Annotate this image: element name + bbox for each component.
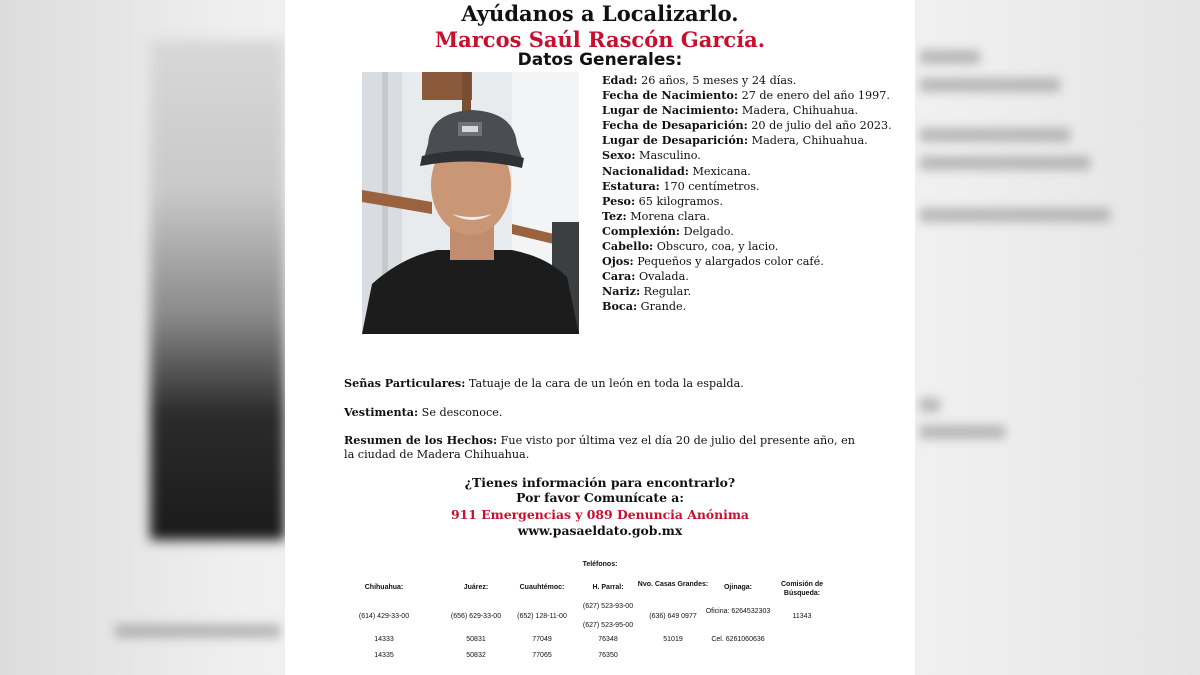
detail-value: 26 años, 5 meses y 24 días. [637, 74, 797, 87]
detail-label: Peso: [602, 193, 636, 208]
phone-number: (652) 128-11-00 [517, 613, 567, 620]
phone-extension: 77049 [532, 636, 552, 643]
detail-label: Fecha de Nacimiento: [602, 88, 739, 103]
phone-number: (656) 629-33-00 [450, 613, 502, 620]
blurred-text [115, 624, 280, 638]
phone-number: (614) 429-33-00 [358, 613, 410, 620]
detail-label: Nacionalidad: [602, 163, 689, 178]
detail-value: Pequeños y alargados color café. [633, 255, 824, 269]
phone-number: (627) 523-93-00 [582, 603, 634, 610]
detail-label: Tez: [602, 208, 627, 223]
detail-row [602, 179, 902, 194]
detail-row [602, 284, 902, 299]
distinctive-marks-value: Tatuaje de la cara de un león en toda la espalda. [465, 377, 744, 390]
detail-value: Masculino. [635, 149, 701, 163]
phone-extension: 51019 [663, 636, 683, 643]
facts-summary [344, 433, 864, 462]
phone-extension: 50832 [466, 652, 486, 659]
detail-row [602, 88, 902, 103]
phones-header: Cuauhtémoc: [519, 584, 565, 591]
detail-value: 27 de enero del año 1997. [738, 89, 890, 103]
detail-row [602, 209, 902, 224]
detail-label: Nariz: [602, 284, 641, 299]
detail-label: Estatura: [602, 178, 660, 193]
detail-value: Madera, Chihuahua. [748, 134, 868, 148]
phone-extension: 77065 [532, 652, 552, 659]
phones-title: Teléfonos: [582, 561, 618, 568]
person-photo-illustration [362, 72, 579, 334]
cta-question: ¿Tienes información para encontrarlo? [464, 475, 736, 490]
clothing [344, 405, 864, 420]
detail-label: Sexo: [602, 148, 636, 163]
detail-row [602, 73, 902, 88]
phone-extension: 76350 [598, 652, 618, 659]
detail-row [602, 194, 902, 209]
phones-header: Ojinaga: [723, 584, 752, 591]
detail-label: Lugar de Nacimiento: [602, 103, 739, 118]
blurred-text [920, 50, 980, 64]
phones-header: Nvo. Casas Grandes: [637, 581, 709, 588]
phone-number: (627) 523-95-00 [582, 622, 634, 629]
detail-value: 170 centímetros. [659, 179, 760, 193]
phone-number: (636) 649 0977 [649, 613, 697, 620]
facts-summary-value: Fue visto por última vez el día 20 de julio del presente año, en la ciudad de Madera Chihuahua. [344, 434, 855, 461]
section-title: Datos Generales: [517, 50, 683, 70]
phone-extension: 76348 [598, 636, 618, 643]
blurred-text [920, 128, 1070, 142]
phones-header: Comisión de Búsqueda: [780, 581, 823, 597]
detail-value: 20 de julio del año 2023. [747, 119, 892, 133]
blurred-text [920, 398, 940, 412]
detail-value: Regular. [640, 285, 691, 299]
missing-person-poster [285, 0, 915, 675]
detail-value: Madera, Chihuahua. [738, 104, 858, 118]
cta-contact: Por favor Comunícate a: [516, 490, 684, 505]
detail-label: Edad: [602, 73, 638, 87]
facts-summary-label: Resumen de los Hechos: [344, 433, 498, 447]
detail-row [602, 103, 902, 118]
detail-row [602, 118, 902, 133]
phone-extension: Cel. 6261060636 [711, 636, 765, 643]
detail-value: 65 kilogramos. [635, 194, 723, 208]
blurred-text [920, 78, 1060, 92]
phone-number: Oficina: 6264532303 [705, 608, 771, 615]
phone-extension: 50831 [466, 636, 486, 643]
detail-label: Fecha de Desaparición: [602, 118, 748, 133]
blurred-text [920, 425, 1005, 439]
detail-row [602, 239, 902, 254]
detail-value: Ovalada. [635, 270, 689, 284]
general-data-list [602, 73, 902, 315]
detail-row [602, 254, 902, 269]
clothing-value: Se desconoce. [418, 406, 503, 419]
phone-extension: 14333 [374, 636, 394, 643]
detail-label: Lugar de Desaparición: [602, 133, 749, 148]
detail-label: Complexión: [602, 223, 681, 238]
distinctive-marks [344, 376, 864, 391]
blurred-text [920, 156, 1090, 170]
distinctive-marks-label: Señas Particulares: [344, 376, 466, 390]
phone-number: 11343 [792, 613, 812, 620]
detail-value: Grande. [637, 300, 687, 314]
emergency-numbers: 911 Emergencias y 089 Denuncia Anónima [451, 507, 749, 522]
clothing-label: Vestimenta: [344, 405, 419, 419]
detail-row [602, 148, 902, 163]
blurred-text [920, 208, 1110, 222]
phones-header: H. Parral: [592, 584, 624, 591]
detail-label: Ojos: [602, 254, 634, 269]
website-link[interactable]: www.pasaeldato.gob.mx [517, 523, 683, 538]
phone-extension: 14335 [374, 652, 394, 659]
detail-value: Obscuro, coa, y lacio. [653, 240, 779, 254]
detail-row [602, 133, 902, 148]
detail-label: Cara: [602, 269, 636, 284]
phones-header: Chihuahua: [364, 584, 404, 591]
detail-value: Delgado. [680, 224, 734, 238]
person-photo [362, 72, 579, 334]
detail-value: Mexicana. [688, 164, 751, 178]
detail-value: Morena clara. [626, 209, 710, 223]
person-name: Marcos Saúl Rascón García. [434, 27, 766, 52]
detail-row [602, 224, 902, 239]
blurred-photo [150, 40, 285, 540]
detail-label: Boca: [602, 299, 638, 314]
detail-row [602, 299, 902, 314]
poster-title: Ayúdanos a Localizarlo. [461, 1, 739, 26]
detail-row [602, 164, 902, 179]
detail-label: Cabello: [602, 239, 654, 254]
detail-row [602, 269, 902, 284]
phones-header: Juárez: [463, 584, 489, 591]
